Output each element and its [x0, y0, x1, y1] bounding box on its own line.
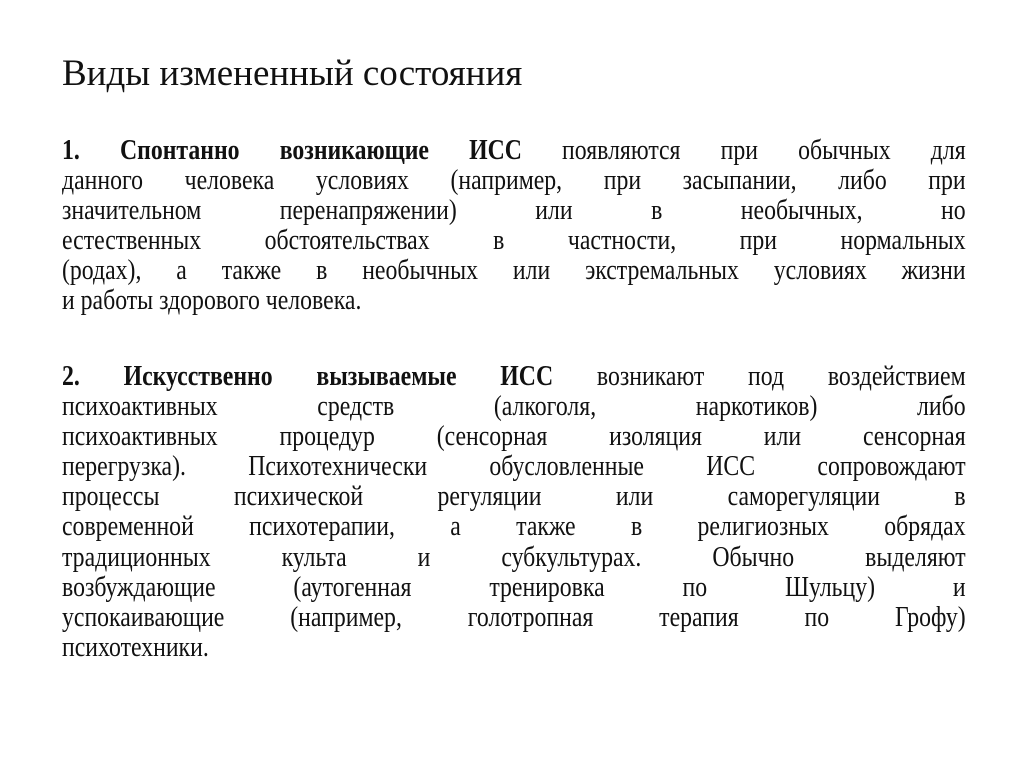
text-line: и работы здорового человека. — [62, 284, 362, 317]
text-line: традиционных культа и субкультурах. Обычно выделяют — [62, 540, 966, 573]
text-line: значительном перенапряжении) или в необычных, но — [62, 194, 966, 227]
text: возникают под воздействием — [553, 360, 966, 392]
paragraph-artificial — [62, 361, 966, 662]
text-line: психотехники. — [62, 630, 209, 663]
text-line: процессы психической регуляции или саморегуляции в — [62, 480, 966, 513]
paragraph-spontaneous — [62, 135, 966, 316]
text-line: психоактивных процедур (сенсорная изоляция или сенсорная — [62, 420, 966, 453]
text-line: перегрузка). Психотехнически обусловленные ИСС сопровождают — [62, 450, 966, 483]
bold-term: 2. Искусственно вызываемые ИСС — [62, 360, 554, 392]
text-line — [62, 361, 966, 391]
text: появляются при обычных для — [521, 134, 966, 166]
text-line: успокаивающие (например, голотропная терапия по Грофу) — [62, 600, 966, 633]
text-line: психоактивных средств (алкоголя, наркотиков) либо — [62, 390, 966, 423]
bold-term: 1. Спонтанно возникающие ИСС — [62, 134, 522, 166]
text-line: данного человека условиях (например, при засыпании, либо при — [62, 164, 966, 197]
text-line: (родах), а также в необычных или экстремальных условиях жизни — [62, 254, 966, 287]
text-line: современной психотерапии, а также в религиозных обрядах — [62, 510, 966, 543]
text-line: естественных обстоятельствах в частности, при нормальных — [62, 224, 966, 257]
text-line: возбуждающие (аутогенная тренировка по Шульцу) и — [62, 570, 966, 603]
text-line — [62, 135, 966, 165]
slide-title: Виды измененный состояния — [62, 53, 523, 94]
